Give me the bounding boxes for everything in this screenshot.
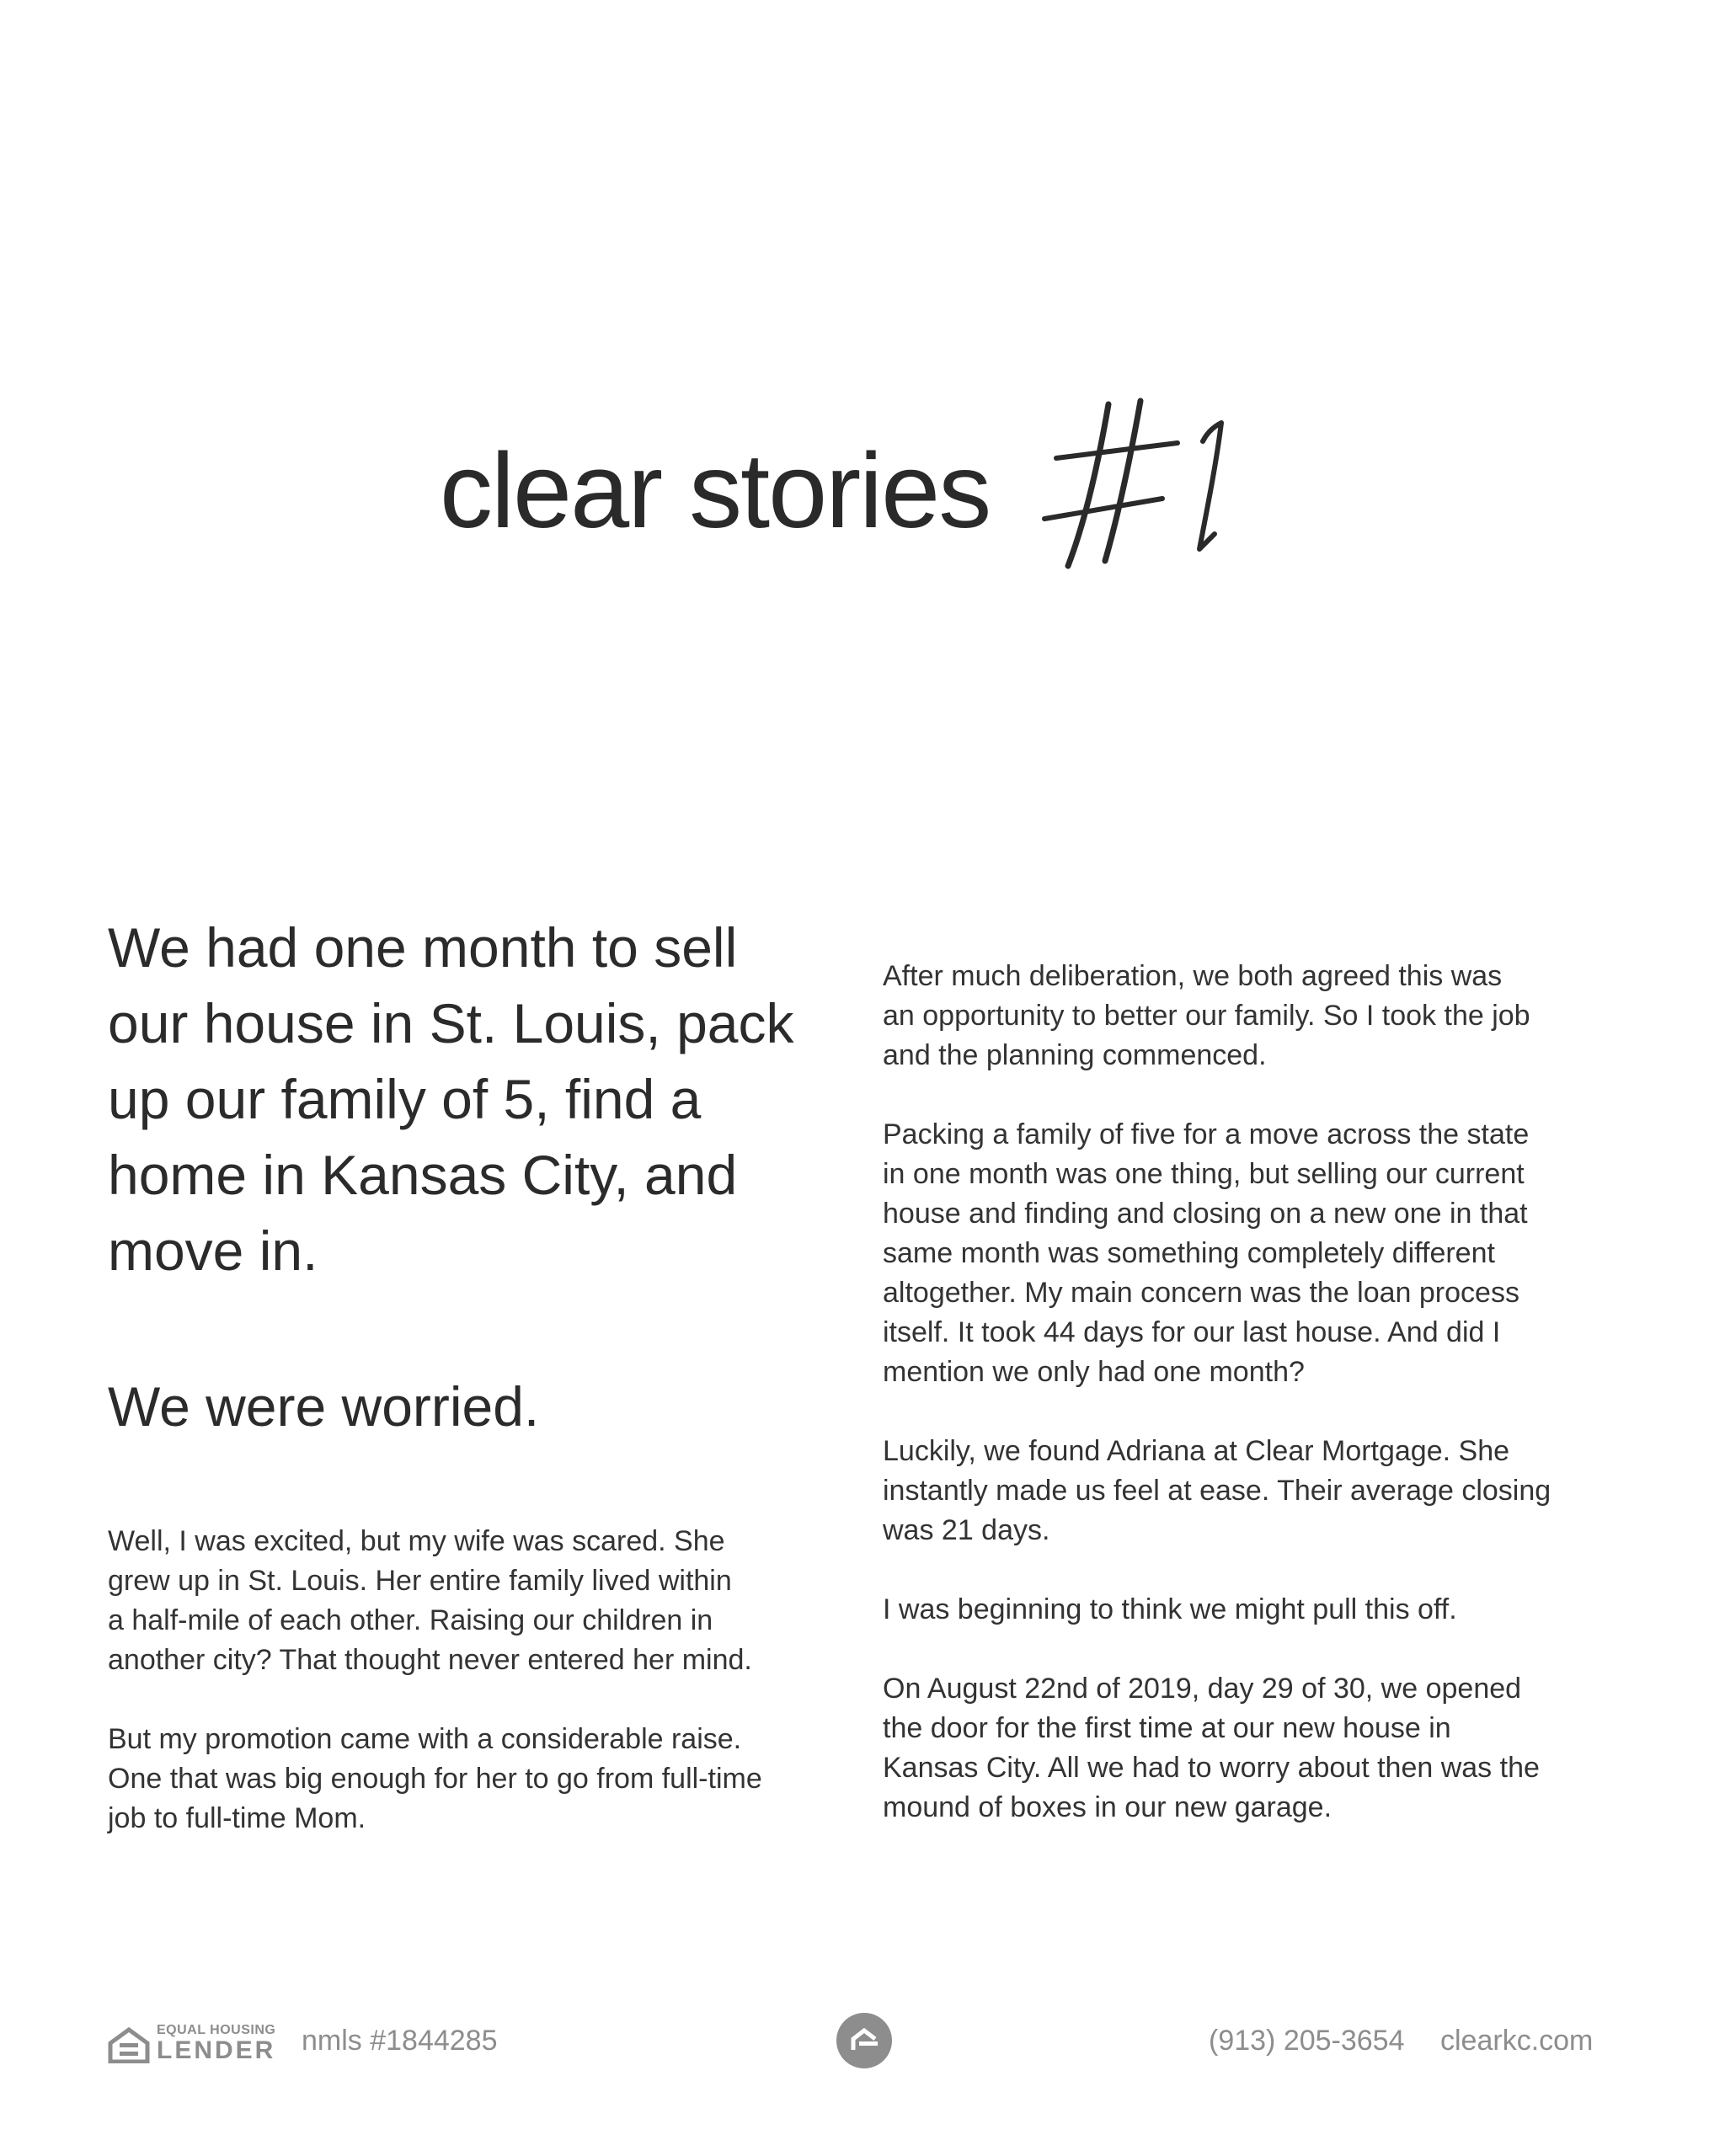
right-column	[883, 957, 1641, 1828]
left-column	[108, 910, 849, 1838]
handwritten-number-1-graphic	[1028, 371, 1247, 590]
equal-housing-text: EQUAL HOUSING	[157, 2023, 276, 2037]
page-title: clear stories	[440, 431, 991, 550]
website-link[interactable]: clearkc.com	[1440, 2025, 1594, 2057]
story-number-handwritten	[1028, 371, 1247, 590]
headline-line: up our family of 5, find a	[108, 1068, 702, 1130]
story-paragraph: I was beginning to think we might pull this off.	[883, 1593, 1457, 1625]
headline	[108, 910, 849, 1289]
equal-housing-lender-logo	[108, 2021, 276, 2068]
headline-line: our house in St. Louis, pack	[108, 992, 794, 1054]
subhead: We were worried.	[108, 1375, 540, 1438]
equal-housing-icon	[108, 2026, 150, 2063]
nmls-number: nmls #1844285	[302, 2025, 498, 2057]
headline-line: move in.	[108, 1219, 318, 1282]
phone-number[interactable]: (913) 205-3654	[1209, 2025, 1405, 2057]
footer	[0, 2013, 1725, 2080]
lender-text: LENDER	[157, 2036, 276, 2064]
story-paragraph: Packing a family of five for a move across the state in one month was one thing, but selling our current house and finding and closing on a new one in that same month was something completely different altogether. My main concern was the loan process itself. It took 44 days for our last house. And did I mention we only had one month?	[883, 1118, 1530, 1388]
title-block	[0, 371, 1725, 590]
headline-line: We had one month to sell	[108, 916, 738, 979]
story-paragraph: But my promotion came with a considerable raise. One that was big enough for her to go from full-time job to full-time Mom.	[108, 1723, 762, 1834]
headline-line: home in Kansas City, and	[108, 1144, 738, 1206]
story-paragraph: On August 22nd of 2019, day 29 of 30, we opened the door for the first time at our new house in Kansas City. All we had to worry about then was the mound of boxes in our new garage.	[883, 1673, 1540, 1823]
story-paragraph: Well, I was excited, but my wife was scared. She grew up in St. Louis. Her entire family lived within a half-mile of each other. Raising our children in another city? That thought never entered her mind.	[108, 1525, 752, 1676]
house-circle-icon	[836, 2013, 892, 2068]
story-paragraph: Luckily, we found Adriana at Clear Mortgage. She instantly made us feel at ease. Their average closing was 21 days.	[883, 1435, 1551, 1546]
story-paragraph: After much deliberation, we both agreed this was an opportunity to better our family. So I took the job and the planning commenced.	[883, 960, 1530, 1071]
